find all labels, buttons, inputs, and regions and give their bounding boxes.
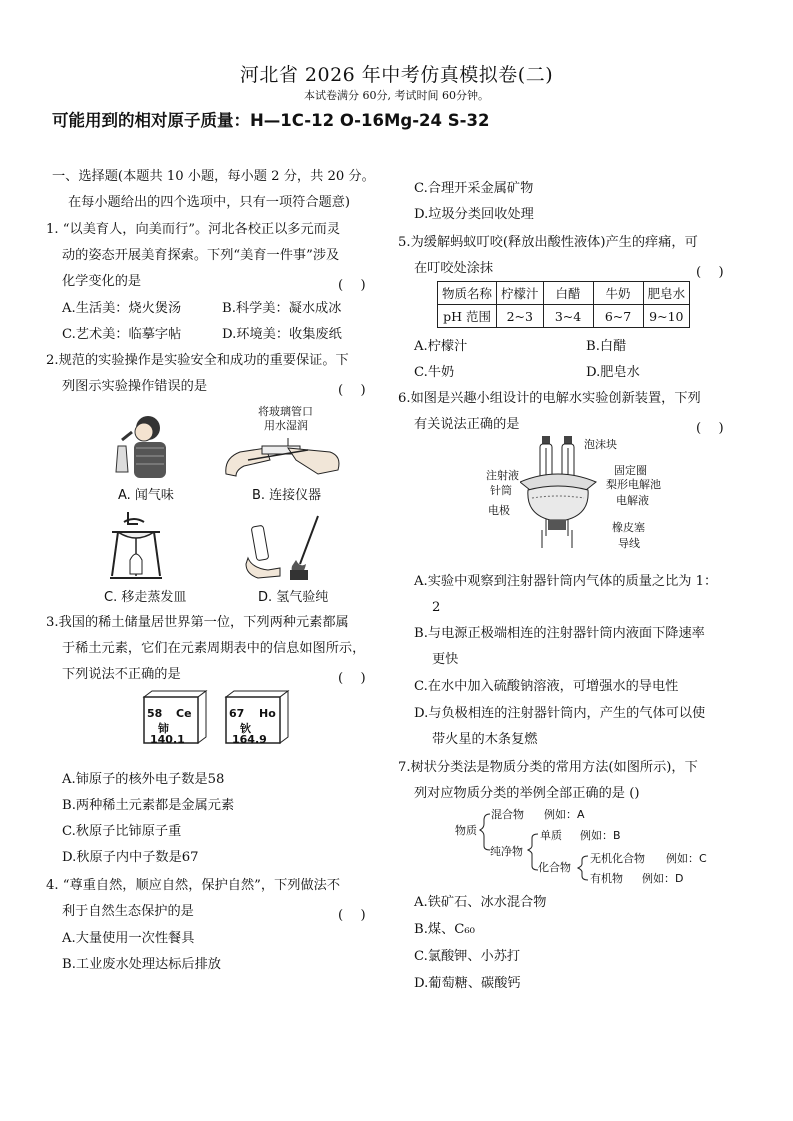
ph-table-row (438, 305, 690, 328)
ce-name: 铈 (158, 722, 169, 735)
q2-answer-paren: ( ) (338, 383, 366, 398)
ph-row-cell: 3~4 (543, 305, 593, 328)
q1-option-d: D.环境美：收集废纸 (222, 327, 342, 342)
q6-line2: 有关说法正确的是 (414, 417, 520, 432)
q3-option-a: A.铈原子的核外电子数是58 (62, 772, 225, 787)
ho-mass: 164.9 (232, 733, 267, 746)
q2-line2: 列图示实验操作错误的是 (62, 379, 208, 394)
label-syringe2: 针筒 (490, 484, 512, 497)
label-electrolyte: 电解液 (616, 494, 649, 507)
q4-answer-paren: ( ) (338, 908, 366, 923)
q2-figb-note2: 用水湿润 (264, 419, 308, 432)
q5-line2: 在叮咬处涂抹 (414, 261, 494, 276)
q6-option-a1: A.实验中观察到注射器针筒内气体的质量之比为 1： (414, 574, 718, 589)
q4-line1: 4. “尊重自然，顺应自然，保护自然”，下列做法不 (46, 878, 341, 893)
electrolysis-apparatus-figure (520, 436, 620, 554)
q7-line1: 7.树状分类法是物质分类的常用方法(如图所示)，下 (398, 760, 698, 775)
tree-example-c: 例如：C (666, 852, 707, 865)
label-wire: 导线 (618, 537, 640, 550)
tree-mixture: 混合物 (491, 808, 524, 821)
ph-table (437, 281, 690, 328)
q4-option-b: B.工业废水处理达标后排放 (62, 957, 221, 972)
q6-option-b1: B.与电源正极端相连的注射器针筒内液面下降速率 (414, 626, 705, 641)
q7-option-c: C.氯酸钾、小苏打 (414, 949, 521, 964)
q6-option-a2: 2 (432, 600, 441, 615)
q3-option-c: C.秋原子比铈原子重 (62, 824, 182, 839)
label-ring: 固定圈 (614, 464, 647, 477)
section-heading-2: 在每小题给出的四个选项中，只有一项符合题意) (68, 195, 351, 210)
tree-example-b: 例如：B (580, 829, 621, 842)
ce-symbol: Ce (176, 707, 192, 720)
connect-apparatus-figure (218, 430, 348, 478)
q4-option-c: C.合理开采金属矿物 (414, 181, 534, 196)
tree-inorganic: 无机化合物 (590, 852, 645, 865)
q3-line3: 下列说法不正确的是 (62, 667, 181, 682)
ph-row-cell: 2~3 (497, 305, 544, 328)
tree-pure: 纯净物 (490, 845, 523, 858)
tree-example-d: 例如：D (642, 872, 684, 885)
q1-line1: 1. “以美育人，向美而行”。河北各校正以多元而灵 (46, 222, 341, 237)
ph-header-cell: 牛奶 (593, 282, 643, 305)
tree-element: 单质 (540, 829, 562, 842)
q7-option-b: B.煤、C₆₀ (414, 922, 475, 937)
tree-compound: 化合物 (538, 861, 571, 874)
q3-option-b: B.两种稀土元素都是金属元素 (62, 798, 235, 813)
q1-answer-paren: ( ) (338, 278, 366, 293)
ho-name: 钬 (240, 722, 251, 735)
q2-caption-a: A. 闻气味 (118, 488, 174, 503)
q5-option-b: B.白醋 (586, 339, 627, 354)
q5-line1: 5.为缓解蚂蚁叮咬(释放出酸性液体)产生的痒痛，可 (398, 235, 698, 250)
ph-row-cell: 6~7 (593, 305, 643, 328)
q4-line2: 利于自然生态保护的是 (62, 904, 194, 919)
q3-line1: 3.我国的稀土储量居世界第一位，下列两种元素都属 (46, 615, 349, 630)
q3-option-d: D.秋原子内中子数是67 (62, 850, 199, 865)
q7-option-d: D.葡萄糖、碳酸钙 (414, 976, 521, 991)
evaporating-dish-figure (104, 508, 170, 584)
ph-row-cell: 9~10 (643, 305, 690, 328)
ph-header-cell: 物质名称 (438, 282, 497, 305)
atomic-masses: 可能用到的相对原子质量：H—1C-12 O-16Mg-24 S-32 (52, 111, 490, 130)
ph-header-cell: 白醋 (543, 282, 593, 305)
ph-header-cell: 柠檬汁 (497, 282, 544, 305)
smell-gas-figure (104, 408, 174, 480)
label-electrode: 电极 (488, 504, 510, 517)
q2-line1: 2.规范的实验操作是实验安全和成功的重要保证。下 (46, 353, 349, 368)
ph-table-header-row (438, 282, 690, 305)
q1-line3: 化学变化的是 (62, 274, 142, 289)
label-pear: 梨形电解池 (606, 478, 661, 491)
ph-row-cell: pH 范围 (438, 305, 497, 328)
q2-caption-c: C. 移走蒸发皿 (104, 590, 187, 605)
q4-option-d: D.垃圾分类回收处理 (414, 207, 534, 222)
exam-subtitle: 本试卷满分 60分, 考试时间 60分钟。 (304, 89, 489, 102)
label-stopper: 橡皮塞 (612, 521, 645, 534)
q2-caption-d: D. 氢气验纯 (258, 590, 329, 605)
tree-organic: 有机物 (590, 872, 623, 885)
q5-option-a: A.柠檬汁 (414, 339, 468, 354)
q7-line2: 列对应物质分类的举例全部正确的是 () (414, 786, 640, 801)
exam-title: 河北省 2026 年中考仿真模拟卷(二) (239, 64, 554, 86)
q6-option-b2: 更快 (432, 652, 459, 667)
q7-option-a: A.铁矿石、冰水混合物 (414, 895, 547, 910)
q1-line2: 动的姿态开展美育探索。下列“美育一件事”涉及 (62, 248, 340, 263)
q1-option-c: C.艺术美：临摹字帖 (62, 327, 182, 342)
tree-substance: 物质 (455, 824, 477, 837)
q2-caption-b: B. 连接仪器 (252, 488, 322, 503)
q2-figb-note1: 将玻璃管口 (258, 405, 313, 418)
ho-symbol: Ho (259, 707, 276, 720)
label-syringe1: 注射液 (486, 469, 519, 482)
q1-option-b: B.科学美：凝水成冰 (222, 301, 342, 316)
q6-option-d1: D.与负极相连的注射器针筒内，产生的气体可以使 (414, 706, 706, 721)
label-foam: 泡沫块 (584, 438, 617, 451)
q3-answer-paren: ( ) (338, 671, 366, 686)
tree-example-a: 例如：A (544, 808, 585, 821)
q5-option-d: D.肥皂水 (586, 365, 640, 380)
hydrogen-test-figure (240, 508, 330, 584)
q5-answer-paren: ( ) (696, 265, 724, 280)
q3-line2: 于稀土元素，它们在元素周期表中的信息如图所示， (62, 641, 366, 656)
q6-option-d2: 带火星的木条复燃 (432, 732, 538, 747)
q5-option-c: C.牛奶 (414, 365, 455, 380)
ce-atomic-number: 58 (147, 707, 163, 720)
q1-option-a: A.生活美：烧火煲汤 (62, 301, 182, 316)
q6-option-c: C.在水中加入硫酸钠溶液，可增强水的导电性 (414, 679, 679, 694)
q4-option-a: A.大量使用一次性餐具 (62, 931, 195, 946)
ce-mass: 140.1 (150, 733, 185, 746)
q6-line1: 6.如图是兴趣小组设计的电解水实验创新装置，下列 (398, 391, 701, 406)
ho-atomic-number: 67 (229, 707, 245, 720)
ph-header-cell: 肥皂水 (643, 282, 690, 305)
q6-answer-paren: ( ) (696, 421, 724, 436)
section-heading: 一、选择题(本题共 10 小题，每小题 2 分，共 20 分。 (52, 169, 375, 184)
